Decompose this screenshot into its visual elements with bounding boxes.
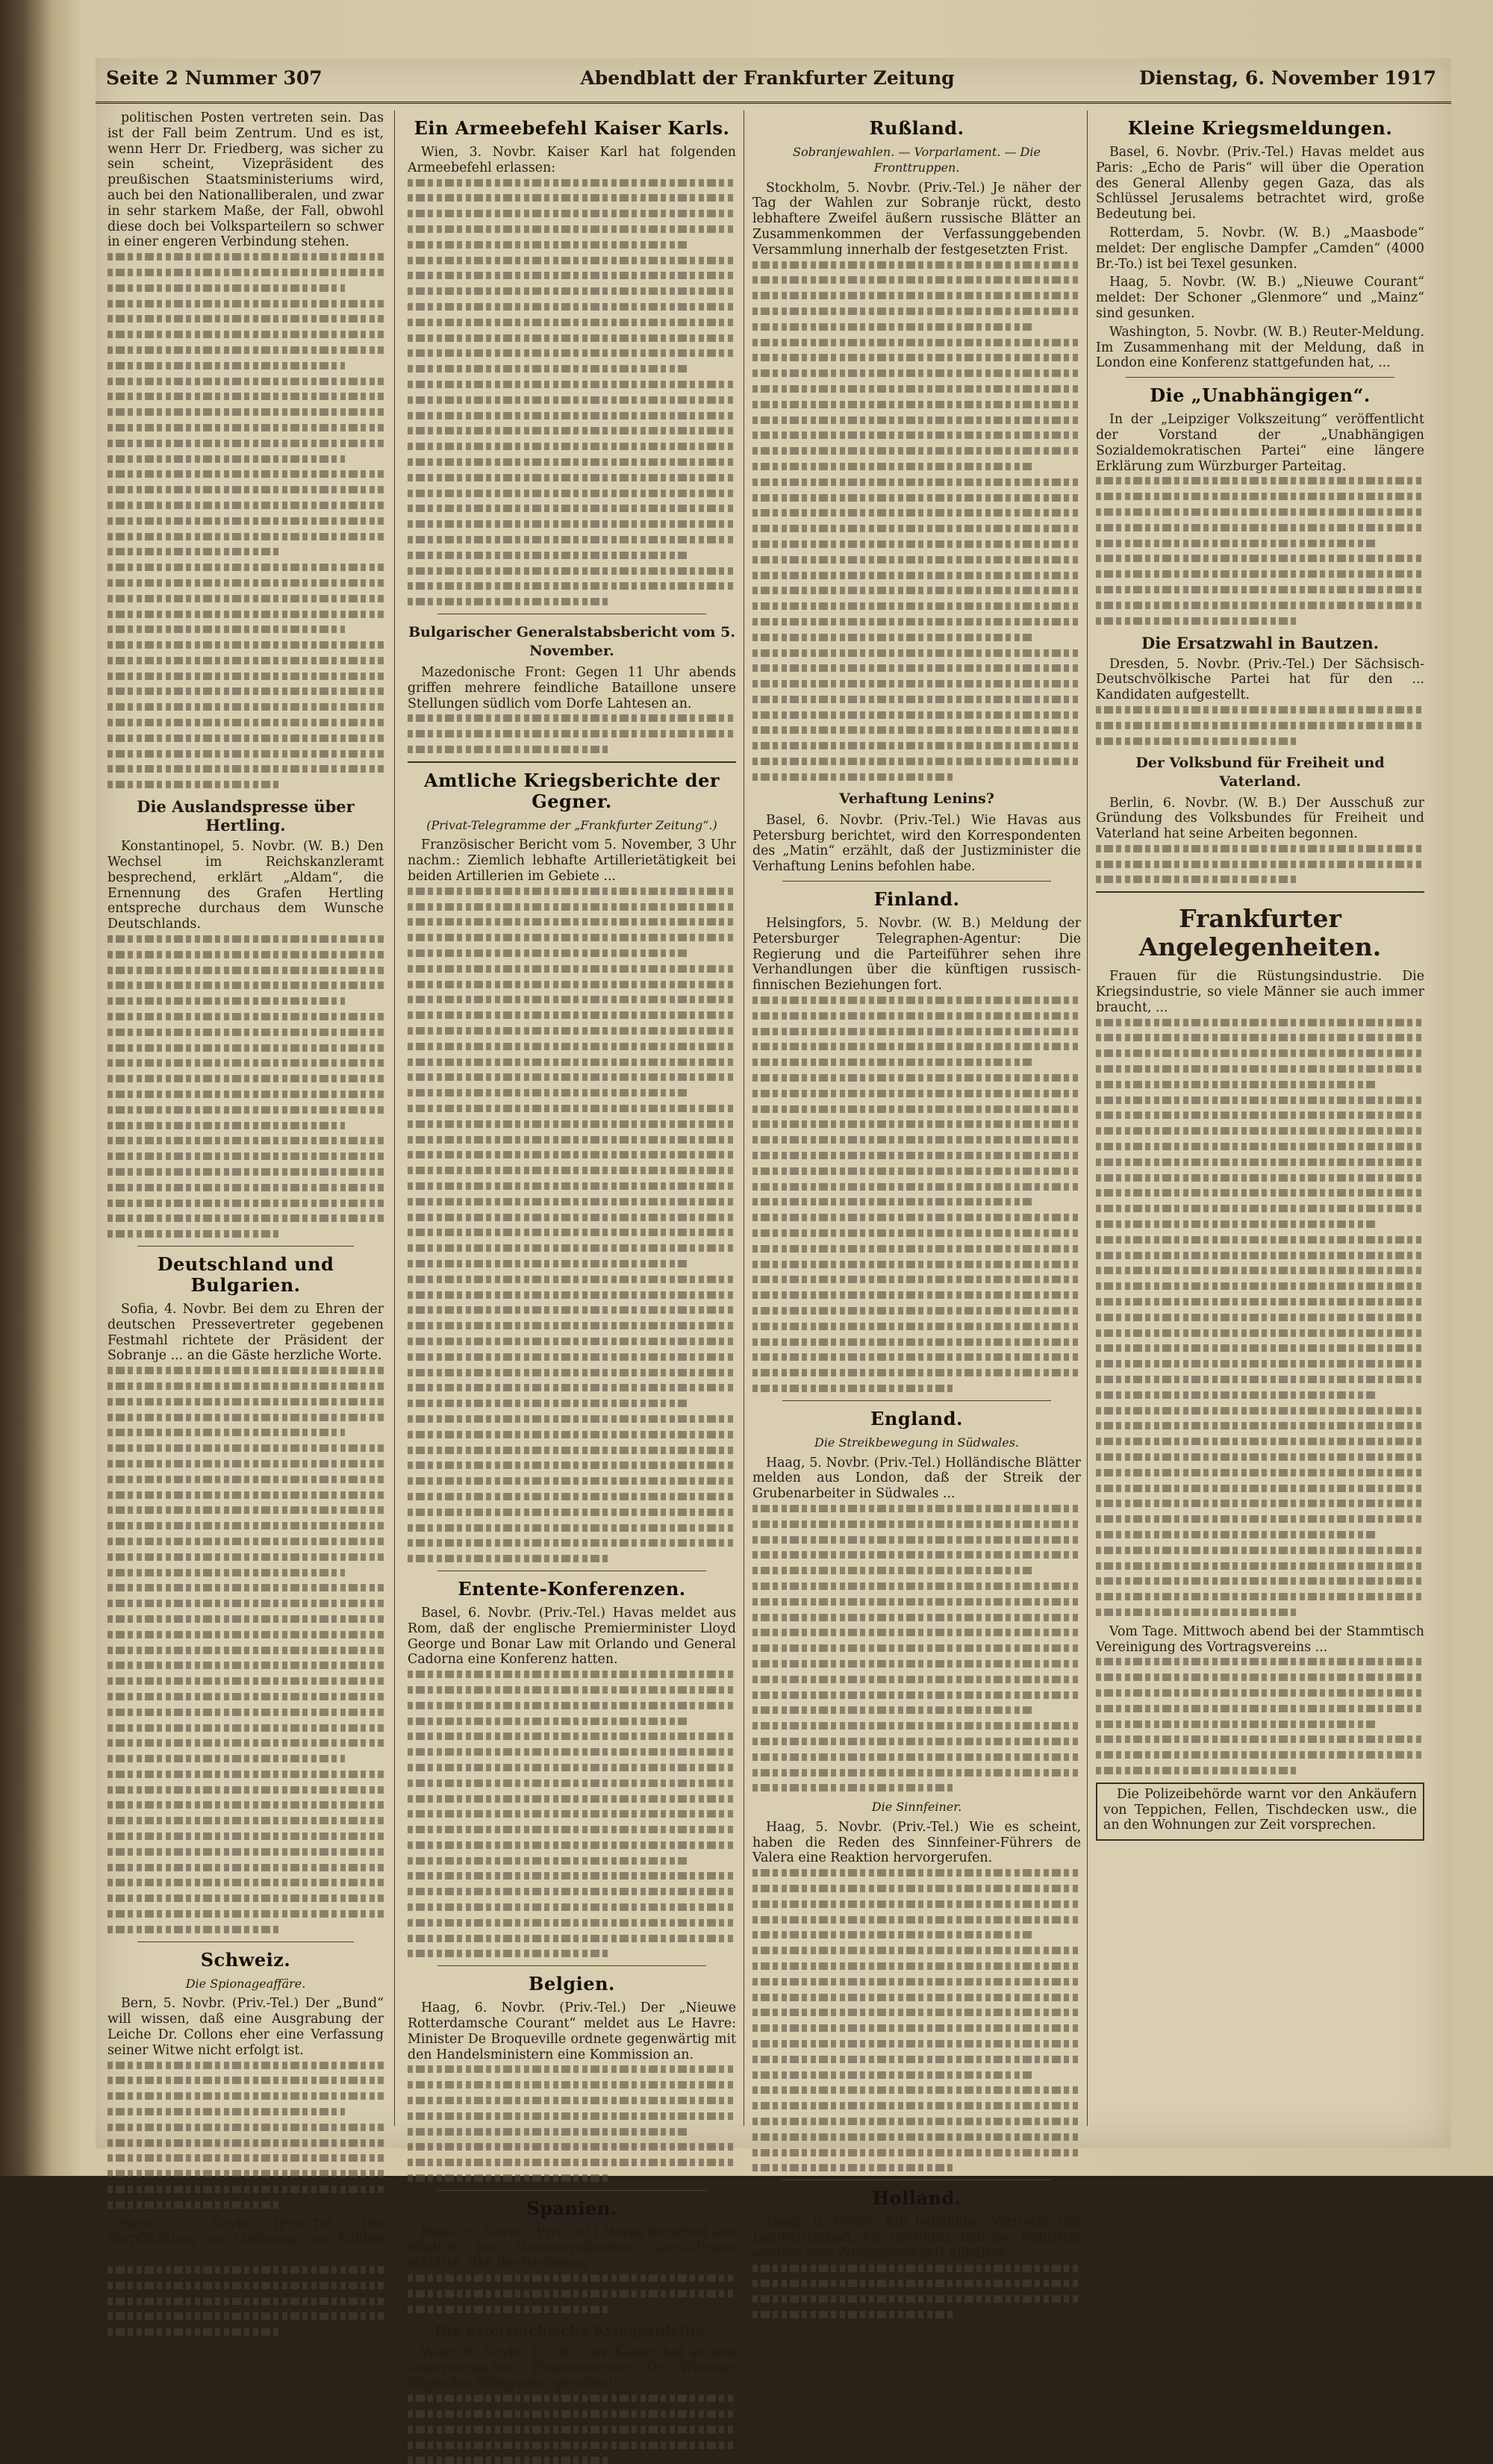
- headline-deutschland-bulgarien: Deutschland und Bulgarien.: [157, 1253, 334, 1296]
- headline-england: England.: [870, 1407, 963, 1429]
- article-text: Haag, 5. Novbr. (Priv.-Tel.) Holländische Blätter melden aus London, daß der Streik der Grubenarbeiter in Südwales ...: [752, 1455, 1081, 1502]
- article-text: Dresden, 5. Novbr. (Priv.-Tel.) Der Sächsisch-Deutschvölkische Partei hat für den ... Kandidaten aufgestellt.: [1096, 656, 1424, 703]
- column-3: [752, 110, 1081, 2261]
- article-text: Basel, 6. Novbr. (Priv.-Tel.) Havas berichtet aus Madrid: Der Ministerpräsident Garcia-Prieto erklärte, daß die Regierung ...: [408, 2224, 736, 2271]
- illegible-text-block: [752, 1505, 1081, 1791]
- illegible-text-block: [1096, 1658, 1424, 1774]
- divider: [437, 2190, 706, 2191]
- divider: [1126, 377, 1394, 378]
- headline-belgien: Belgien.: [529, 1973, 615, 1995]
- illegible-text-block: [752, 2265, 1081, 2318]
- article-text: Helsingfors, 5. Novbr. (W. B.) Meldung der Petersburger Telegraphen-Agentur: Die Regierung und die Parteiführer sehen ihre Verhandlungen über die künftigen russisch-finnischen Beziehungen fort.: [752, 916, 1081, 994]
- column-4: [1096, 110, 1424, 2126]
- article-text: Vom Tage. Mittwoch abend bei der Stammtisch Vereinigung des Vortragsvereins ...: [1096, 1624, 1424, 1655]
- subheadline: (Privat-Telegramme der „Frankfurter Zeitung“.): [426, 817, 717, 832]
- illegible-text-block: [107, 1367, 384, 1933]
- illegible-text-block: [1096, 706, 1424, 745]
- article-text: Basel, 6. Novbr. (Priv.-Tel.) Havas meldet aus Paris: „Echo de Paris“ will über die Operation des General Allenby gegen Gaza, das als Schlüssel Jerusalems betrachtet wird, große Bedeutung bei.: [1096, 145, 1424, 222]
- column-rule: [1087, 110, 1088, 2126]
- illegible-text-block: [408, 1671, 736, 1957]
- divider: [782, 881, 1051, 882]
- article-text: Rotterdam, 5. Novbr. (W. B.) „Maasbode“ meldet: Der englische Dampfer „Camden“ (4000 Br.-To.) ist bei Texel gesunken.: [1096, 225, 1424, 272]
- article-text: In der „Leipziger Volkszeitung“ veröffentlicht der Vorstand der „Unabhängigen Sozialdemokratischen Partei“ eine längere Erklärung zum Würzburger Parteitag.: [1096, 412, 1424, 474]
- illegible-text-block: [1096, 1019, 1424, 1616]
- illegible-text-block: [752, 1869, 1081, 2171]
- headline-kriegsanleihe: Die österreichische Kriegsanleihe.: [434, 2322, 710, 2339]
- illegible-text-block: [408, 714, 736, 753]
- article-text: Washington, 5. Novbr. (W. B.) Reuter-Meldung. Im Zusammenhang mit der Meldung, daß in London eine Konferenz stattgefunden hat, ...: [1096, 324, 1424, 371]
- headline-armeebefehl: Ein Armeebefehl Kaiser Karls.: [414, 117, 730, 139]
- headline-kriegsberichte-gegner: Amtliche Kriegsberichte der Gegner.: [424, 769, 720, 812]
- article-text: politischen Posten vertreten sein. Das ist der Fall beim Zentrum. Und es ist, wenn Herr Dr. Friedberg, was sicher zu sein scheint, Vizepräsident des preußischen Staatsministeriums wird, auch bei den Nationalliberalen, und zwar in sehr starkem Maße, der Fall, obwohl diese doch bei Volksparteilern so schwer in einer engeren Verbindung stehen.: [107, 110, 384, 250]
- article-text: Basel, 6. Novbr. (Priv.-Tel.) Havas meldet aus Rom, daß der englische Premierminister Lloyd George und Bonar Law mit Orlando und General Cadorna eine Konferenz hatten.: [408, 1605, 736, 1668]
- divider: [1096, 891, 1424, 893]
- headline-entente-konferenzen: Entente-Konferenzen.: [458, 1577, 686, 1600]
- divider: [137, 1246, 354, 1247]
- illegible-text-block: [752, 261, 1081, 781]
- illegible-text-block: [107, 2266, 384, 2336]
- headline-kleine-kriegsmeldungen: Kleine Kriegsmeldungen.: [1127, 117, 1393, 139]
- article-text: Französischer Bericht vom 5. November, 3 Uhr nachm.: Ziemlich lebhafte Artillerietätigkeit bei beiden Artillerien im Gebiete ...: [408, 838, 736, 885]
- illegible-text-block: [408, 2395, 736, 2464]
- divider: [437, 1965, 706, 1966]
- subheadline-lenin: Verhaftung Lenins?: [839, 790, 994, 807]
- headline-spanien: Spanien.: [526, 2197, 617, 2219]
- newspaper-title: Abendblatt der Frankfurter Zeitung: [580, 67, 955, 89]
- article-text: Basel, 6. Novbr. (Priv.-Tel.) Wie Havas aus Petersburg berichtet, wird den Korrespondenten des „Matin“ erzählt, daß der Justizminister die Verhaftung Lenins befohlen habe.: [752, 812, 1081, 875]
- article-text: Sofia, 4. Novbr. Bei dem zu Ehren der deutschen Pressevertreter gegebenen Festmahl richtete der Präsident der Sobranje ... an die Gäste herzliche Worte.: [107, 1301, 384, 1364]
- article-text: Haag, 5. Novbr. (W. B.) „Nieuwe Courant“ meldet: Der Schoner „Glenmore“ und „Mainz“ sind gesunken.: [1096, 275, 1424, 321]
- issue-date: Dienstag, 6. November 1917: [1138, 67, 1436, 89]
- article-text: Wien, 6. Novbr. (W. B.) Der Kaiser hat an den österreichischen Finanzminister Dr. Wimmer folgendes Telegramm gerichtet:: [408, 2345, 736, 2392]
- headline-bulgarischer-bericht: Bulgarischer Generalstabsbericht vom 5. November.: [408, 623, 735, 659]
- illegible-text-block: [408, 179, 736, 606]
- subheadline: Die Spionageaffäre.: [185, 1976, 306, 1991]
- headline-volksbund: Der Volksbund für Freiheit und Vaterland.: [1135, 754, 1385, 790]
- article-text: Bern, 5. Novbr. (Priv.-Tel.) Die Verpflichtung zur Lieferung von Kohlen ...: [107, 2216, 384, 2263]
- article-text: Stockholm, 5. Novbr. (Priv.-Tel.) Je näher der Tag der Wahlen zur Sobranje rückt, desto lebhaftere Zweifel äußern russische Blätter an Zusammenkommen der Verfassunggebenden Versammlung innerhalb der festgesetzten Frist.: [752, 180, 1081, 258]
- headline-holland: Holland.: [872, 2187, 961, 2209]
- article-text: Die Polizeibehörde warnt vor den Ankäufern von Teppichen, Fellen, Tischdecken usw., die an den Wohnungen zur Zeit vorsprechen.: [1103, 1786, 1417, 1833]
- subheadline: Die Sinnfeiner.: [871, 1800, 962, 1815]
- headline-schweiz: Schweiz.: [200, 1948, 291, 1971]
- illegible-text-block: [1096, 845, 1424, 884]
- article-text: Berlin, 6. Novbr. (W. B.) Der Ausschuß zur Gründung des Volksbundes für Freiheit und Vaterland hat seine Arbeiten begonnen.: [1096, 795, 1424, 842]
- police-warning-box: [1096, 1782, 1424, 1841]
- article-text: Bern, 5. Novbr. (Priv.-Tel.) Der „Bund“ will wissen, daß eine Ausgrabung der Leiche Dr. Collons eher eine Verfassung seiner Witwe nicht erfolgt ist.: [107, 1996, 384, 2058]
- article-text: Haag, 6. Novbr. (Priv.-Tel.) Der „Nieuwe Rotterdamsche Courant“ meldet aus Le Havre: Minister De Broqueville ordnete gegenwärtig mit den Handelsministern eine Kommission an.: [408, 2000, 736, 2062]
- subheadline: Sobranjewahlen. — Vorparlament. — Die Fronttruppen.: [793, 145, 1041, 175]
- article-text: Konstantinopel, 5. Novbr. (W. B.) Den Wechsel im Reichskanzleramt besprechend, erklärt „Aldam“, die Ernennung des Grafen Hertling entspreche durchaus dem Wunsche Deutschlands.: [107, 839, 384, 932]
- illegible-text-block: [408, 2065, 736, 2182]
- divider: [782, 1400, 1051, 1401]
- headline-frankfurter-angelegenheiten: Frankfurter Angelegenheiten.: [1138, 904, 1382, 962]
- column-1: [107, 110, 384, 2263]
- illegible-text-block: [408, 888, 736, 1562]
- headline-finland: Finland.: [873, 888, 960, 911]
- headline-ersatzwahl-bautzen: Die Ersatzwahl in Bautzen.: [1141, 633, 1379, 652]
- subheadline: Die Streikbewegung in Südwales.: [814, 1435, 1019, 1450]
- headline-auslandspresse: Die Auslandspresse über Hertling.: [137, 797, 355, 835]
- illegible-text-block: [408, 2274, 736, 2313]
- article-text: Haag, 6. Novbr. Ein bekannter Vertreter der Landwirtschaft, Ph. Gorbhuis, und der Industrie werden eine Zusammenkunft abhalten.: [752, 2215, 1081, 2261]
- headline-russland: Rußland.: [869, 117, 964, 139]
- page-number: Seite 2 Nummer 307: [106, 67, 322, 89]
- illegible-text-block: [1096, 477, 1424, 624]
- newspaper-page: [96, 58, 1451, 2392]
- divider: [137, 1941, 354, 1942]
- masthead: [96, 58, 1451, 104]
- illegible-text-block: [107, 2062, 384, 2209]
- article-text: Frauen für die Rüstungsindustrie. Die Kriegsindustrie, so viele Männer sie auch immer braucht, ...: [1096, 969, 1424, 1015]
- illegible-text-block: [107, 935, 384, 1238]
- article-text: Haag, 5. Novbr. (Priv.-Tel.) Wie es scheint, haben die Reden des Sinnfeiner-Führers de Valera eine Reaktion hervorgerufen.: [752, 1819, 1081, 1866]
- article-text: Mazedonische Front: Gegen 11 Uhr abends griffen mehrere feindliche Bataillone unsere Stellungen südlich vom Dorfe Lahtesen an.: [408, 664, 736, 711]
- illegible-text-block: [752, 996, 1081, 1392]
- column-rule: [394, 110, 395, 2126]
- headline-unabhaengigen: Die „Unabhängigen“.: [1150, 384, 1371, 407]
- column-2: [408, 110, 736, 2392]
- divider: [408, 761, 736, 763]
- illegible-text-block: [107, 253, 384, 788]
- article-text: Wien, 3. Novbr. Kaiser Karl hat folgenden Armeebefehl erlassen:: [408, 145, 736, 175]
